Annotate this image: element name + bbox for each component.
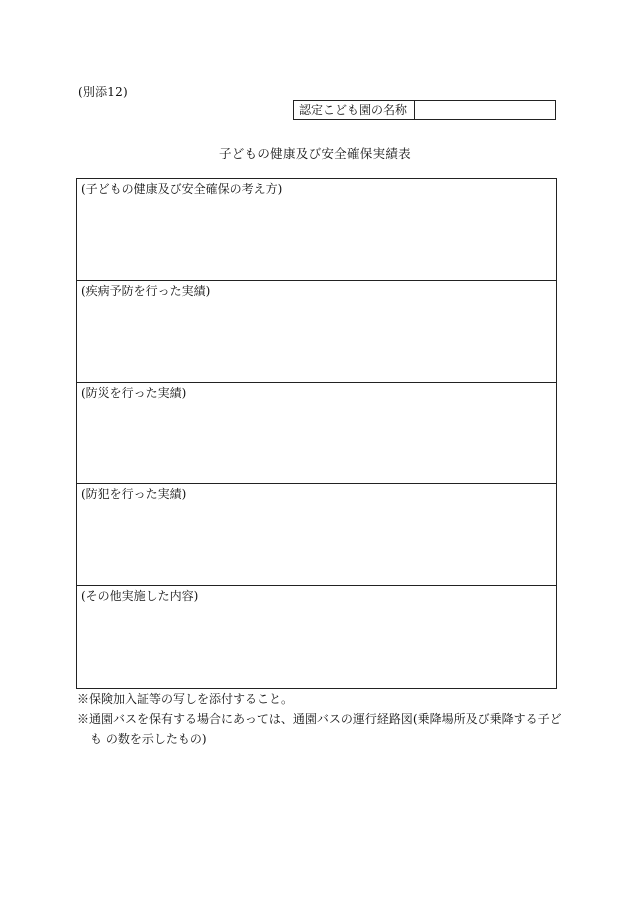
section-heading: (疾病予防を行った実績) — [81, 283, 211, 298]
section-crime-prevention[interactable] — [77, 484, 556, 586]
facility-name-label: 認定こども園の名称 — [294, 101, 415, 119]
section-heading: (防犯を行った実績) — [81, 487, 187, 502]
section-heading: (防災を行った実績) — [81, 385, 187, 400]
section-safety-philosophy[interactable] — [77, 179, 556, 281]
section-heading: (その他実施した内容) — [81, 589, 199, 604]
note-insurance: ※保険加入証等の写しを添付すること。 — [77, 692, 294, 706]
section-heading: (子どもの健康及び安全確保の考え方) — [81, 182, 283, 196]
document-title: 子どもの健康及び安全確保実績表 — [218, 146, 411, 161]
attachment-label: (別添12) — [78, 85, 128, 99]
notes — [77, 689, 567, 749]
section-disease-prevention[interactable] — [77, 281, 556, 383]
facility-name-field[interactable] — [415, 101, 555, 119]
section-other-activities[interactable] — [77, 586, 556, 688]
records-table — [76, 178, 557, 689]
facility-name-box — [293, 100, 556, 120]
section-disaster-prevention[interactable] — [77, 383, 556, 485]
note-bus-route: ※通園バスを保有する場合にあっては、通園バスの運行経路図(乗降場所及び乗降する子ども の数を示したもの) — [77, 712, 562, 746]
